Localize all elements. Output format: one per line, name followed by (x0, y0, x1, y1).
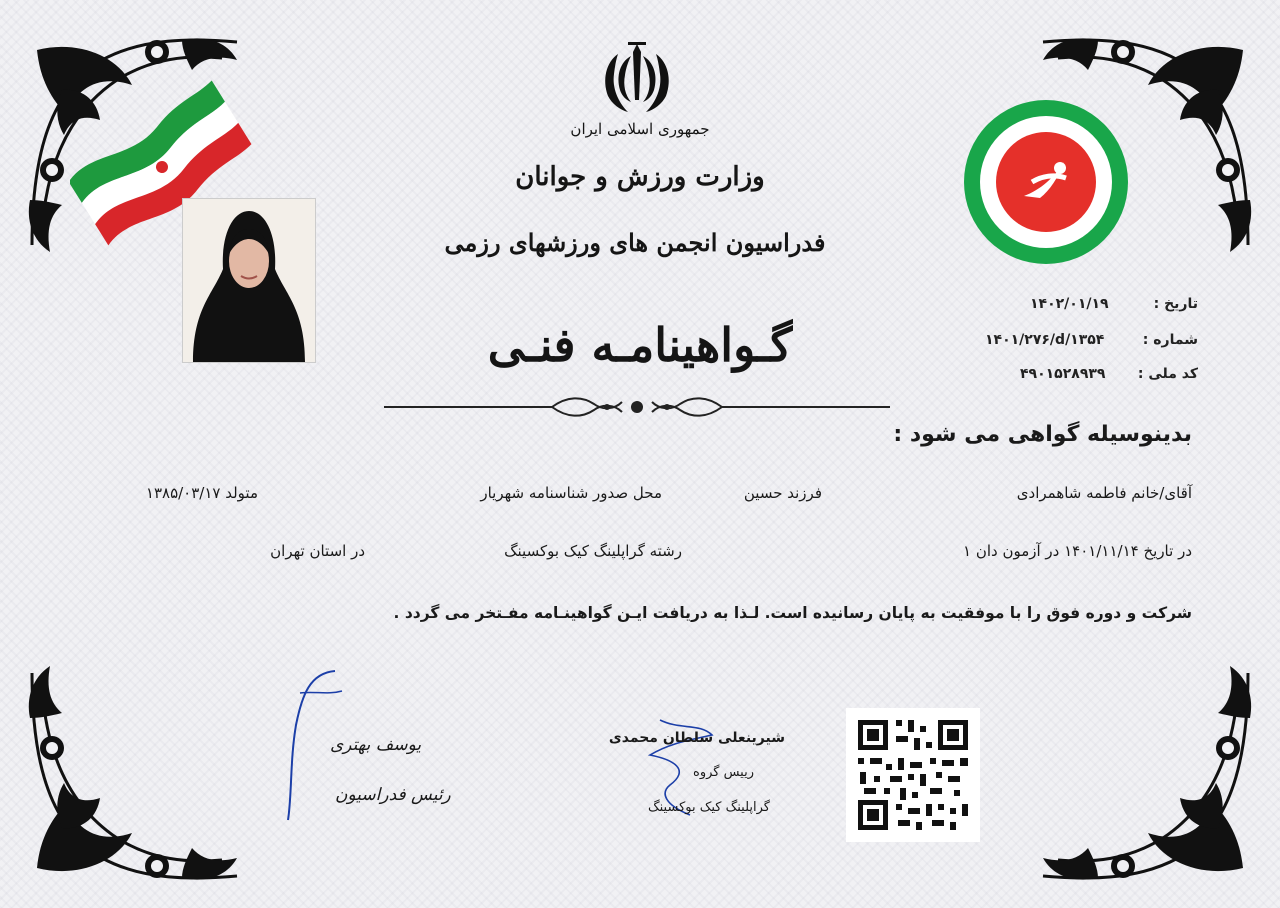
header-republic: جمهوری اسلامی ایران (570, 120, 710, 138)
holder-name: آقای/خانم فاطمه شاهمرادی (1016, 484, 1192, 502)
iran-emblem-icon (598, 40, 676, 116)
left-signatory-title: رئیس فدراسیون (335, 785, 451, 805)
exam-field: رشته گراپلینگ کیک بوکسینگ (504, 542, 682, 560)
header-ministry: وزارت ورزش و جوانان (515, 162, 765, 192)
holder-father: فرزند حسین (743, 484, 822, 502)
exam-province: در استان تهران (270, 542, 365, 560)
center-signatory-title: رییس گروه (693, 765, 754, 780)
left-signatory-name: یوسف بهتری (330, 735, 422, 755)
federation-logo-icon (962, 98, 1130, 266)
national-id-label: کد ملی : (1137, 366, 1198, 382)
ornament-corner-bottom-right (1038, 658, 1258, 888)
national-id-value: ۴۹۰۱۵۲۸۹۳۹ (1020, 366, 1106, 382)
date-label: تاریخ : (1153, 296, 1198, 312)
verification-qr-code (846, 708, 980, 842)
intro-text: بدینوسیله گواهی می شود : (893, 422, 1192, 447)
holder-birth-date: متولد ۱۳۸۵/۰۳/۱۷ (145, 484, 258, 502)
ornament-corner-bottom-left (22, 658, 242, 888)
exam-date-rank: در تاریخ ۱۴۰۱/۱۱/۱۴ در آزمون دان ۱ (962, 542, 1192, 560)
number-value: ۱۴۰۱/۲۷۶/d/۱۳۵۴ (985, 332, 1105, 348)
center-signatory-subtitle: گراپلینگ کیک بوکسینگ (648, 800, 770, 815)
birth-certificate-place: محل صدور شناسنامه شهریار (480, 484, 662, 502)
title-divider (382, 392, 892, 422)
profile-photo (182, 198, 316, 363)
number-label: شماره : (1142, 332, 1198, 348)
completion-statement: شرکت و دوره فوق را با موفقیت به پایان رسانیده است. لـذا به دریافت ایـن گواهینـامه مفـتخر می گردد . (393, 604, 1192, 622)
certificate-title: گـواهینامـه فنـی (487, 318, 793, 372)
center-signatory-name: شیرینعلی سلطان محمدی (608, 730, 785, 746)
date-value: ۱۴۰۲/۰۱/۱۹ (1030, 296, 1109, 312)
header-federation: فدراسیون انجمن های ورزشهای رزمی (444, 228, 826, 257)
